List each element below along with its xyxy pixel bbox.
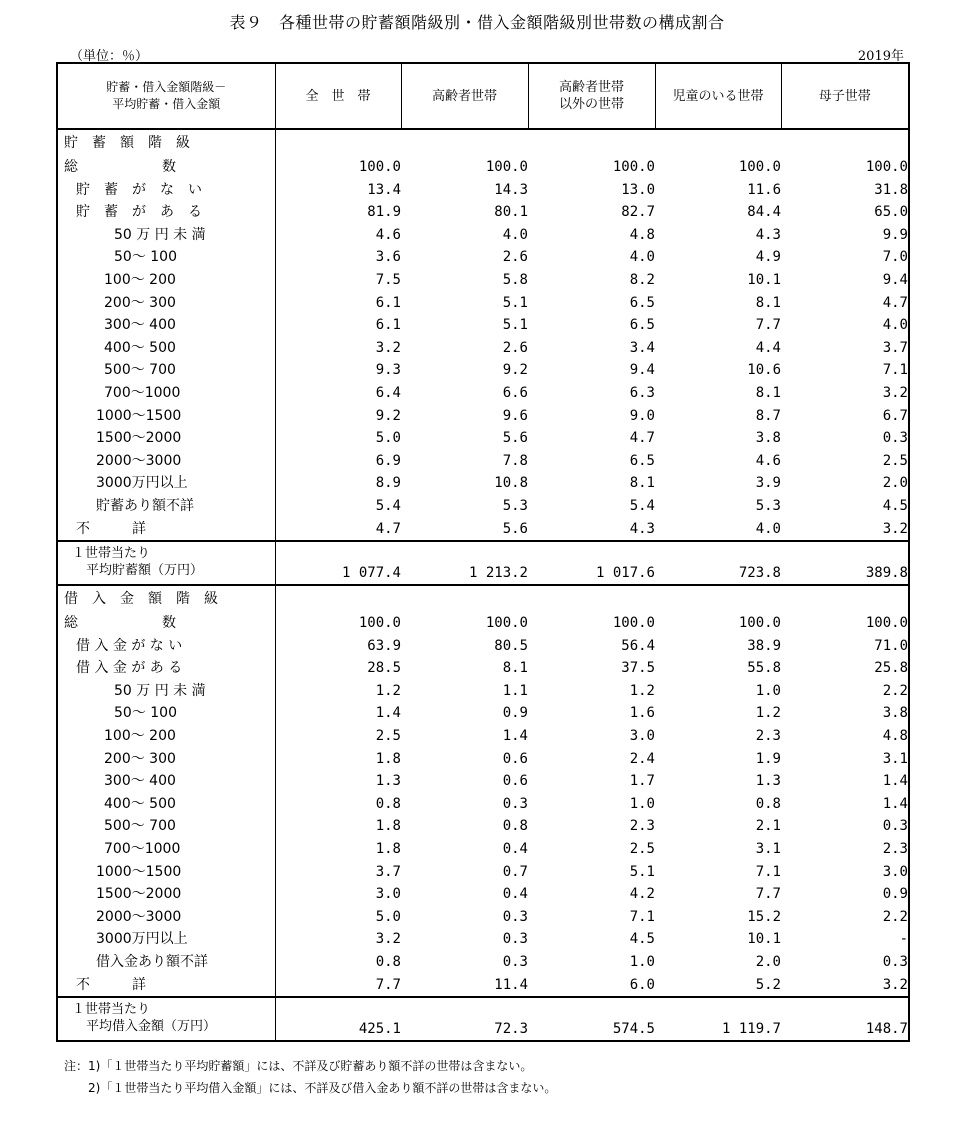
row-label: 100～ 200 [57,269,275,292]
value-cell: 4.5 [629,931,655,948]
table-row [57,748,909,771]
value-cell: 5.3 [755,497,781,514]
value-cell: 10.1 [747,931,781,948]
value-cell: 6.1 [375,317,401,334]
value-cell: 11.4 [494,976,528,993]
row-label: 3000万円以上 [57,472,275,495]
empty-cell [528,585,655,612]
average-value: 1 213.2 [401,541,528,585]
value-cell: 1.2 [629,682,655,699]
value-cell: 3.7 [375,863,401,880]
table-row [57,657,909,680]
value-cell: 1.6 [629,705,655,722]
value-cell: 4.0 [882,317,908,334]
value-cell: 2.3 [882,841,908,858]
value-cell: 4.7 [882,294,908,311]
value-cell: 3.2 [882,976,908,993]
average-value: 389.8 [781,541,909,585]
value-cell: 6.5 [629,317,655,334]
row-label: 500～ 700 [57,815,275,838]
table-row [57,680,909,703]
empty-cell [275,129,401,156]
value-cell: 0.3 [882,818,908,835]
value-cell: 0.3 [882,954,908,970]
row-label: 貯 蓄 が な い [57,179,275,202]
value-cell: 100.0 [738,615,781,632]
row-label: 3000万円以上 [57,928,275,951]
table-row [57,951,909,974]
table-row [57,495,909,518]
value-cell: 7.1 [629,908,655,925]
value-cell: 8.1 [755,384,781,401]
value-cell: 0.4 [502,886,528,903]
value-cell: 100.0 [865,615,908,632]
value-cell: 7.7 [375,976,401,993]
value-cell: 5.4 [375,497,401,514]
value-cell: 6.3 [629,384,655,401]
value-cell: 6.7 [882,407,908,424]
table-row [57,612,909,635]
table-row [57,635,909,658]
column-header [528,63,655,129]
value-cell: 7.5 [375,271,401,288]
value-cell: 5.6 [502,520,528,537]
value-cell: 2.4 [629,750,655,767]
table-row [57,702,909,725]
value-cell: 14.3 [494,181,528,198]
section-heading: 借 入 金 額 階 級 [57,585,275,612]
row-label: 貯 蓄 が あ る [57,201,275,224]
value-cell: 2.5 [375,728,401,745]
value-cell: 2.5 [629,841,655,858]
value-cell: 11.6 [747,181,781,198]
value-cell: 1.4 [882,795,908,812]
value-cell: 10.6 [747,362,781,379]
value-cell: 6.6 [502,384,528,401]
value-cell: 1.8 [375,841,401,858]
value-cell: 7.7 [755,317,781,334]
value-cell: 15.2 [747,908,781,925]
value-cell: 3.2 [375,931,401,948]
value-cell: 4.0 [502,226,528,243]
value-cell: 2.0 [755,954,781,970]
row-label: 500～ 700 [57,359,275,382]
value-cell: 4.3 [629,520,655,537]
table-row [57,156,909,179]
value-cell: 4.7 [629,430,655,447]
average-row [57,541,909,585]
row-label: 50～ 100 [57,246,275,269]
row-label: 借 入 金 が な い [57,635,275,658]
column-header [401,63,528,129]
value-cell: 2.2 [882,682,908,699]
value-cell: 9.0 [629,407,655,424]
value-cell: 7.8 [502,452,528,469]
value-cell: 2.5 [882,452,908,469]
column-header [781,63,909,129]
value-cell: 8.1 [502,660,528,677]
row-label: 1500～2000 [57,883,275,906]
value-cell: 7.1 [882,362,908,379]
table-row [57,883,909,906]
value-cell: 3.1 [882,750,908,767]
value-cell: 31.8 [874,181,908,198]
value-cell: 37.5 [621,660,655,677]
value-cell: 3.0 [375,886,401,903]
value-cell: 9.2 [502,362,528,379]
value-cell: 4.6 [755,452,781,469]
table-row [57,815,909,838]
value-cell: - [899,931,908,948]
value-cell: 5.1 [629,863,655,880]
value-cell: 8.2 [629,271,655,288]
average-value: 1 017.6 [528,541,655,585]
average-label-line1: １世帯当たり [72,546,151,562]
footnotes [64,1055,556,1099]
value-cell: 6.5 [629,294,655,311]
value-cell: 3.2 [882,384,908,401]
value-cell: 4.8 [629,226,655,243]
value-cell: 80.5 [494,637,528,654]
value-cell: 8.7 [755,407,781,424]
column-header [655,63,781,129]
row-label: 不 詳 [57,518,275,542]
table-row [57,382,909,405]
value-cell: 5.1 [502,317,528,334]
value-cell: 1.9 [755,750,781,767]
row-label: 100～ 200 [57,725,275,748]
value-cell: 5.0 [375,430,401,447]
value-cell: 4.6 [375,226,401,243]
column-header-line1: 母子世帯 [818,88,871,104]
value-cell: 38.9 [747,637,781,654]
section-heading: 貯 蓄 額 階 級 [57,129,275,156]
column-header-line1: 全 世 帯 [305,88,371,104]
value-cell: 1.4 [375,705,401,722]
value-cell: 5.4 [629,497,655,514]
row-label: 300～ 400 [57,770,275,793]
value-cell: 1.3 [755,773,781,790]
empty-cell [401,585,528,612]
value-cell: 100.0 [485,615,528,632]
value-cell: 9.3 [375,362,401,379]
table-row [57,974,909,998]
value-cell: 63.9 [367,637,401,654]
value-cell: 0.8 [375,795,401,812]
value-cell: 25.8 [874,660,908,677]
row-label: 1000～1500 [57,861,275,884]
value-cell: 8.1 [755,294,781,311]
value-cell: 2.6 [502,339,528,356]
column-header-line2: 以外の世帯 [558,97,624,112]
table-row [57,224,909,247]
column-header-line1: 児童のいる世帯 [672,88,764,104]
value-cell: 100.0 [738,159,781,175]
row-label: 総 数 [57,156,275,179]
value-cell: 0.4 [502,841,528,858]
value-cell: 4.9 [755,249,781,266]
value-cell: 2.1 [755,818,781,835]
row-label: 400～ 500 [57,337,275,360]
data-table [56,62,910,1042]
table-row [57,770,909,793]
average-value: 72.3 [401,997,528,1041]
value-cell: 0.3 [882,430,908,447]
value-cell: 6.0 [629,976,655,993]
table-row [57,359,909,382]
column-header-line1: 高齢者世帯 [431,88,497,104]
year-label: 2019年 [857,49,904,64]
value-cell: 0.6 [502,750,528,767]
empty-cell [401,129,528,156]
row-label: 1500～2000 [57,427,275,450]
value-cell: 9.2 [375,407,401,424]
row-label: 200～ 300 [57,748,275,771]
value-cell: 2.2 [882,908,908,925]
column-header [275,63,401,129]
value-cell: 5.2 [755,976,781,993]
value-cell: 3.4 [629,339,655,356]
value-cell: 84.4 [747,204,781,221]
value-cell: 1.0 [629,795,655,812]
row-label: 借入金あり額不詳 [57,951,275,974]
value-cell: 81.9 [367,204,401,221]
value-cell: 10.1 [747,271,781,288]
average-value: 723.8 [655,541,781,585]
value-cell: 9.9 [882,226,908,243]
row-label: 50 万 円 未 満 [57,224,275,247]
value-cell: 71.0 [874,637,908,654]
value-cell: 8.9 [375,475,401,492]
table-row [57,861,909,884]
stub-header-line2: 平均貯蓄・借入金額 [112,97,221,111]
row-label: 不 詳 [57,974,275,998]
value-cell: 4.5 [882,497,908,514]
value-cell: 6.5 [629,452,655,469]
row-label: 1000～1500 [57,405,275,428]
value-cell: 4.8 [882,728,908,745]
value-cell: 65.0 [874,204,908,221]
row-label: 700～1000 [57,838,275,861]
section-heading-row [57,585,909,612]
value-cell: 0.3 [502,795,528,812]
value-cell: 0.3 [502,954,528,970]
value-cell: 1.8 [375,818,401,835]
value-cell: 7.1 [755,863,781,880]
value-cell: 6.9 [375,452,401,469]
stub-header [57,63,275,129]
value-cell: 1.3 [375,773,401,790]
table-row [57,906,909,929]
value-cell: 3.2 [882,520,908,537]
average-value: 148.7 [781,997,909,1041]
value-cell: 1.1 [502,682,528,699]
value-cell: 80.1 [494,204,528,221]
value-cell: 5.3 [502,497,528,514]
value-cell: 2.3 [629,818,655,835]
empty-cell [528,129,655,156]
value-cell: 4.2 [629,886,655,903]
average-value: 1 119.7 [655,997,781,1041]
row-label: 200～ 300 [57,292,275,315]
value-cell: 56.4 [621,637,655,654]
value-cell: 5.8 [502,271,528,288]
value-cell: 3.0 [629,728,655,745]
table-row [57,450,909,473]
value-cell: 6.4 [375,384,401,401]
value-cell: 0.8 [502,818,528,835]
empty-cell [275,585,401,612]
value-cell: 9.4 [882,271,908,288]
value-cell: 5.0 [375,908,401,925]
value-cell: 3.6 [375,249,401,266]
value-cell: 0.9 [502,705,528,722]
value-cell: 100.0 [358,159,401,175]
average-label-line1: １世帯当たり [72,1002,151,1018]
table-row [57,427,909,450]
unit-label: （単位：％） [70,49,149,64]
average-label [57,541,275,585]
table-row [57,472,909,495]
value-cell: 1.0 [755,682,781,699]
table-header-row [57,63,909,129]
value-cell: 5.1 [502,294,528,311]
footnote-1: 注：1)「１世帯当たり平均貯蓄額」には、不詳及び貯蓄あり額不詳の世帯は含まない。 [64,1059,533,1073]
value-cell: 3.0 [882,863,908,880]
value-cell: 82.7 [621,204,655,221]
value-cell: 100.0 [485,159,528,175]
borrowing-section [57,585,909,1041]
value-cell: 3.2 [375,339,401,356]
table-row [57,201,909,224]
average-value: 425.1 [275,997,401,1041]
average-label-line2: 平均貯蓄額（万円） [86,563,204,579]
row-label: 400～ 500 [57,793,275,816]
value-cell: 0.8 [375,954,401,970]
table-row [57,292,909,315]
value-cell: 1.4 [502,728,528,745]
value-cell: 4.0 [629,249,655,266]
table-row [57,337,909,360]
value-cell: 4.0 [755,520,781,537]
empty-cell [781,585,909,612]
value-cell: 1.2 [755,705,781,722]
value-cell: 0.7 [502,863,528,880]
row-label: 借 入 金 が あ る [57,657,275,680]
value-cell: 1.4 [882,773,908,790]
value-cell: 3.1 [755,841,781,858]
value-cell: 1.2 [375,682,401,699]
table-row [57,725,909,748]
value-cell: 0.8 [755,795,781,812]
value-cell: 100.0 [612,615,655,632]
table-row [57,246,909,269]
value-cell: 100.0 [358,615,401,632]
value-cell: 1.0 [629,954,655,970]
stub-header-line1: 貯蓄・借入金額階級－ [106,80,227,94]
value-cell: 55.8 [747,660,781,677]
table-row [57,928,909,951]
row-label: 50 万 円 未 満 [57,680,275,703]
average-label-line2: 平均借入金額（万円） [86,1019,217,1035]
value-cell: 4.3 [755,226,781,243]
row-label: 2000～3000 [57,906,275,929]
value-cell: 3.9 [755,475,781,492]
page-title: 表９ 各種世帯の貯蓄額階級別・借入金額階級別世帯数の構成割合 [229,13,725,32]
table-row [57,793,909,816]
value-cell: 0.3 [502,908,528,925]
average-label [57,997,275,1041]
value-cell: 10.8 [494,475,528,492]
value-cell: 2.6 [502,249,528,266]
value-cell: 0.9 [882,886,908,903]
value-cell: 6.1 [375,294,401,311]
value-cell: 4.4 [755,339,781,356]
average-value: 574.5 [528,997,655,1041]
footnote-2: 2)「１世帯当たり平均借入金額」には、不詳及び借入金あり額不詳の世帯は含まない。 [88,1081,557,1095]
table-row [57,405,909,428]
value-cell: 1.8 [375,750,401,767]
section-heading-row [57,129,909,156]
row-label: 2000～3000 [57,450,275,473]
value-cell: 3.8 [755,430,781,447]
value-cell: 0.6 [502,773,528,790]
table-row [57,269,909,292]
value-cell: 7.7 [755,886,781,903]
table-row [57,314,909,337]
value-cell: 100.0 [865,159,908,175]
value-cell: 8.1 [629,475,655,492]
table-row [57,518,909,542]
value-cell: 5.6 [502,430,528,447]
row-label: 50～ 100 [57,702,275,725]
empty-cell [655,585,781,612]
row-label: 総 数 [57,612,275,635]
value-cell: 2.3 [755,728,781,745]
average-row [57,997,909,1041]
column-header-line1: 高齢者世帯 [558,80,624,95]
value-cell: 1.7 [629,773,655,790]
row-label: 700～1000 [57,382,275,405]
empty-cell [781,129,909,156]
value-cell: 0.3 [502,931,528,948]
value-cell: 3.8 [882,705,908,722]
value-cell: 28.5 [367,660,401,677]
value-cell: 13.0 [621,181,655,198]
savings-section [57,129,909,585]
table-row [57,838,909,861]
row-label: 300～ 400 [57,314,275,337]
value-cell: 13.4 [367,181,401,198]
value-cell: 3.7 [882,339,908,356]
average-value: 1 077.4 [275,541,401,585]
empty-cell [655,129,781,156]
table-row [57,179,909,202]
value-cell: 2.0 [882,475,908,492]
value-cell: 7.0 [882,249,908,266]
value-cell: 4.7 [375,520,401,537]
value-cell: 9.6 [502,407,528,424]
row-label: 貯蓄あり額不詳 [57,495,275,518]
value-cell: 9.4 [629,362,655,379]
value-cell: 100.0 [612,159,655,175]
